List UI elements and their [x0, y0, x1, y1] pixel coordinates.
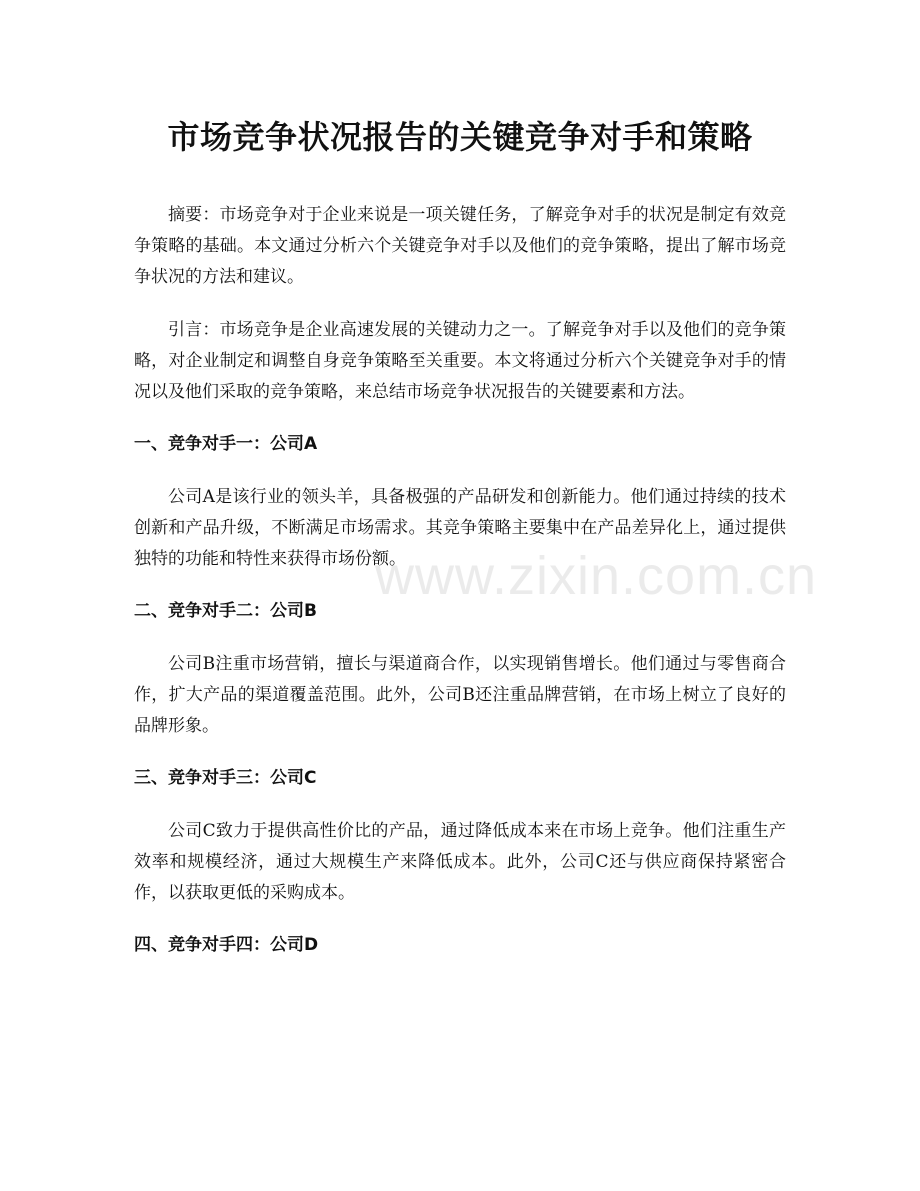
section-body-company-b: 公司B注重市场营销，擅长与渠道商合作，以实现销售增长。他们通过与零售商合作，扩大产品的渠道覆盖范围。此外，公司B还注重品牌营销，在市场上树立了良好的品牌形象。	[134, 654, 786, 737]
section-heading-company-d: 四、竞争对手四：公司D	[134, 935, 319, 956]
section-heading-company-b: 二、竞争对手二：公司B	[134, 601, 317, 622]
abstract-paragraph: 摘要：市场竞争对于企业来说是一项关键任务，了解竞争对手的状况是制定有效竞争策略的基础。本文通过分析六个关键竞争对手以及他们的竞争策略，提出了解市场竞争状况的方法和建议。	[134, 205, 786, 288]
intro-paragraph: 引言：市场竞争是企业高速发展的关键动力之一。了解竞争对手以及他们的竞争策略，对企业制定和调整自身竞争策略至关重要。本文将通过分析六个关键竞争对手的情况以及他们采取的竞争策略，来总结市场竞争状况报告的关键要素和方法。	[134, 320, 786, 403]
section-heading-company-a: 一、竞争对手一：公司A	[134, 434, 318, 455]
page-title: 市场竞争状况报告的关键竞争对手和策略	[167, 118, 753, 156]
section-body-company-a: 公司A是该行业的领头羊，具备极强的产品研发和创新能力。他们通过持续的技术创新和产品升级，不断满足市场需求。其竞争策略主要集中在产品差异化上，通过提供独特的功能和特性来获得市场份额。	[134, 487, 786, 570]
section-heading-company-c: 三、竞争对手三：公司C	[134, 768, 317, 789]
section-body-company-c: 公司C致力于提供高性价比的产品，通过降低成本来在市场上竞争。他们注重生产效率和规模经济，通过大规模生产来降低成本。此外，公司C还与供应商保持紧密合作，以获取更低的采购成本。	[134, 821, 786, 904]
watermark: www.zixin.com.cn	[375, 546, 818, 606]
